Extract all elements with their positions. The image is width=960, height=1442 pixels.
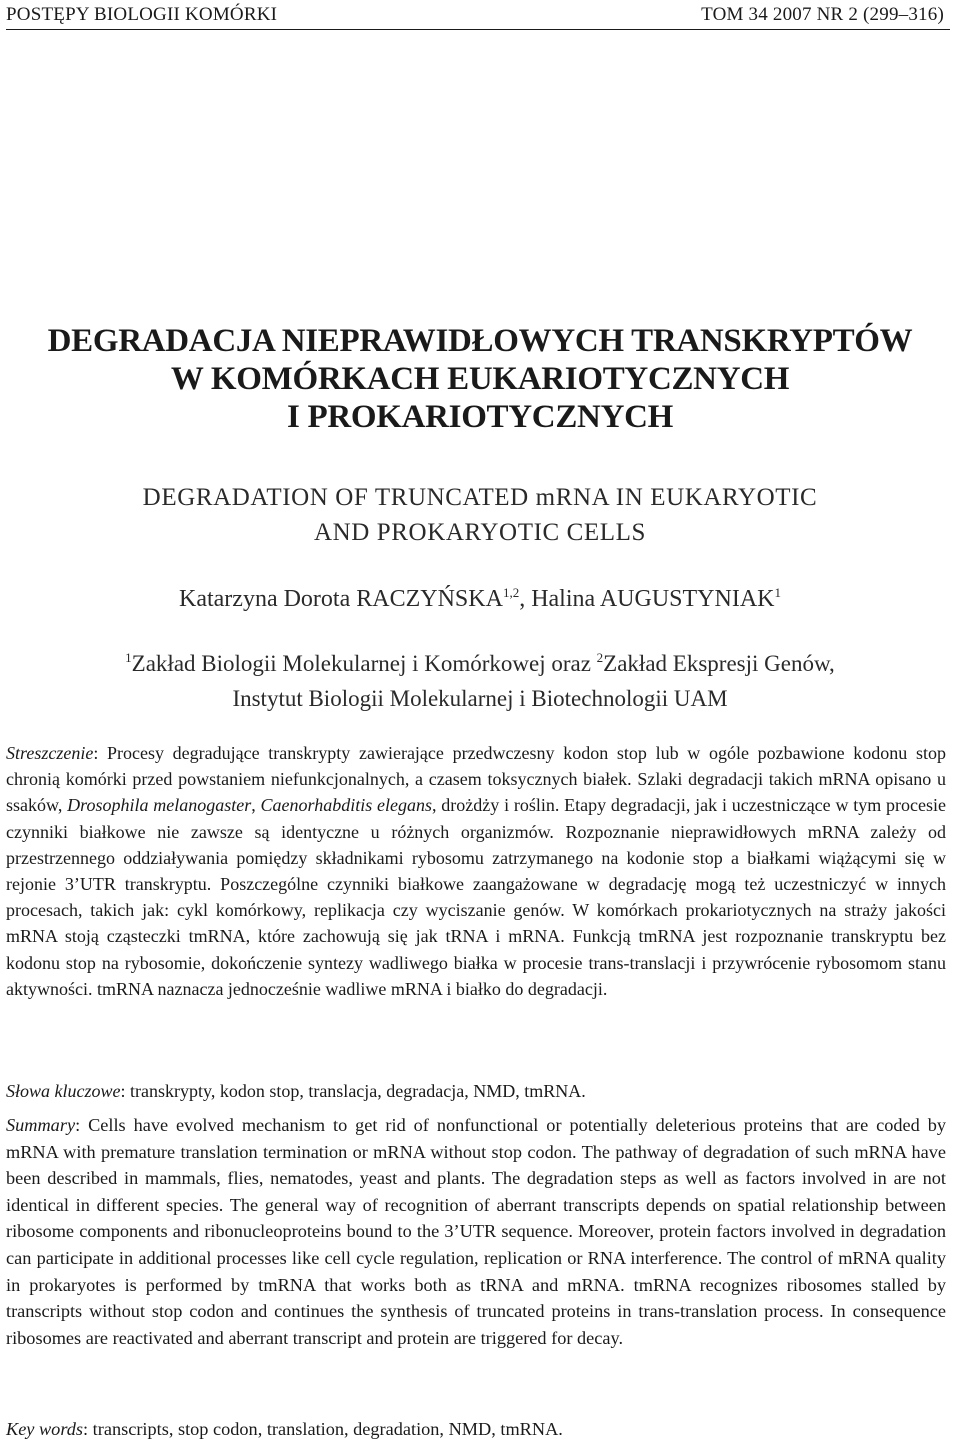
- english-title: [0, 480, 960, 550]
- affiliation-1: Zakład Biologii Molekularnej i Komórkowej oraz: [131, 651, 597, 676]
- title-line-1: DEGRADACJA NIEPRAWIDŁOWYCH TRANSKRYPTÓW: [47, 323, 913, 359]
- journal-name: POSTĘPY BIOLOGII KOMÓRKI: [6, 4, 278, 25]
- author-2: Halina AUGUSTYNIAK: [531, 586, 775, 612]
- affiliation-line-2: Instytut Biologii Molekularnej i Biotechnologii UAM: [232, 686, 728, 711]
- abstract-text-1: : Procesy degradujące transkrypty zawierające przedwczesny kodon stop lub w ogóle pozbawione kodonu stop chronią komórki przed powstaniem niefunkcjonalnych, a czasem toksycznych białek. Szlaki degradacji takich mRNA opisano u ssaków,: [6, 743, 946, 816]
- polish-keywords-text: : transkrypty, kodon stop, translacja, degradacja, NMD, tmRNA.: [120, 1081, 586, 1101]
- english-keywords-label: Key words: [6, 1419, 84, 1439]
- author-1: Katarzyna Dorota RACZYŃSKA: [179, 586, 503, 612]
- title-line-2: W KOMÓRKACH EUKARIOTYCZNYCH: [170, 361, 790, 397]
- polish-title: [0, 322, 960, 436]
- abstract-label: Streszczenie: [6, 743, 94, 763]
- english-title-line-1: DEGRADATION OF TRUNCATED mRNA IN EUKARYOTIC: [142, 484, 818, 511]
- affiliation-mark-1: 1: [125, 650, 132, 665]
- affiliation-line-1: [0, 646, 960, 681]
- english-summary: [6, 1112, 946, 1351]
- author-separator: ,: [519, 586, 532, 612]
- summary-paragraph: [6, 1112, 946, 1351]
- english-title-line-2: AND PROKARYOTIC CELLS: [313, 519, 647, 546]
- title-line-3: I PROKARIOTYCZNYCH: [286, 399, 674, 435]
- abstract-text-2: , drożdży i roślin. Etapy degradacji, jak i uczestniczące w tym procesie czynniki białkowe nie zawsze są identyczne u różnych organizmów. Rozpoznanie nieprawidłowych mRNA zależy od przestrzennego oddziaływania pomiędzy składnikami rybosomu zatrzymanego na kodonie stop a białkami wiążącymi się w rejonie 3’UTR transkryptu. Poszczególne czynniki białkowe zaangażowane w degradację mogą też uczestniczyć w innych procesach, takich jak: cykl komórkowy, replikacja czy wyciszanie genów. W komórkach prokariotycznych na straży jakości mRNA stoją cząsteczki tmRNA, które zachowują się jak tRNA i mRNA. Funkcją tmRNA jest rozpoznanie transkryptu bez kodonu stop na rybosomie, dokończenie syntezy wadliwego białka w procesie trans-translacji i przywrócenie rybosomom stanu aktywności. tmRNA naznacza jednocześnie wadliwe mRNA i białko do degradacji.: [6, 795, 946, 999]
- summary-text: : Cells have evolved mechanism to get rid of nonfunctional or potentially deleterious proteins that are coded by mRNA with premature translation termination or mRNA without stop codon. The pathway of degradation of such mRNA have been described in mammals, flies, nematodes, yeast and plants. The degradation steps as well as factors involved in are not identical in different species. The general way of recognition of aberrant transcripts depends on spatial relationship between ribosome components and ribonucleoproteins bound to the 3’UTR sequence. Moreover, protein factors involved in degradation can participate in additional processes like cell cycle regulation, replication or RNA interference. The control of mRNA quality in prokaryotes is performed by tmRNA that works both as tRNA and mRNA. tmRNA recognizes ribosomes stalled by transcripts without stop codon and continues the synthesis of truncated proteins in trans-translation process. In consequence ribosomes are reactivated and aberrant transcript and protein are triggered for decay.: [6, 1115, 946, 1348]
- affiliations: [0, 646, 960, 716]
- affiliation-mark-2: 2: [596, 650, 604, 665]
- affiliation-2: Zakład Ekspresji Genów,: [603, 651, 835, 676]
- english-keywords: [6, 1416, 946, 1442]
- polish-abstract: [6, 740, 946, 1002]
- volume-info: TOM 34 2007 NR 2 (299–316): [701, 4, 944, 25]
- species-caenorhabditis: Caenorhabditis elegans: [260, 795, 433, 816]
- species-comma: ,: [251, 795, 261, 816]
- abstract-paragraph: [6, 740, 946, 1002]
- polish-keywords-label: Słowa kluczowe: [6, 1081, 121, 1101]
- polish-keywords: [6, 1078, 946, 1104]
- english-keywords-text: : transcripts, stop codon, translation, degradation, NMD, tmRNA.: [83, 1419, 563, 1439]
- species-drosophila: Drosophila melanogaster: [67, 795, 252, 816]
- running-header: [6, 4, 944, 26]
- authors: [0, 586, 960, 613]
- author-2-affiliation-mark: 1: [774, 585, 781, 600]
- header-rule: [6, 29, 950, 30]
- author-1-affiliation-mark: 1,2: [502, 585, 520, 600]
- summary-label: Summary: [6, 1115, 76, 1135]
